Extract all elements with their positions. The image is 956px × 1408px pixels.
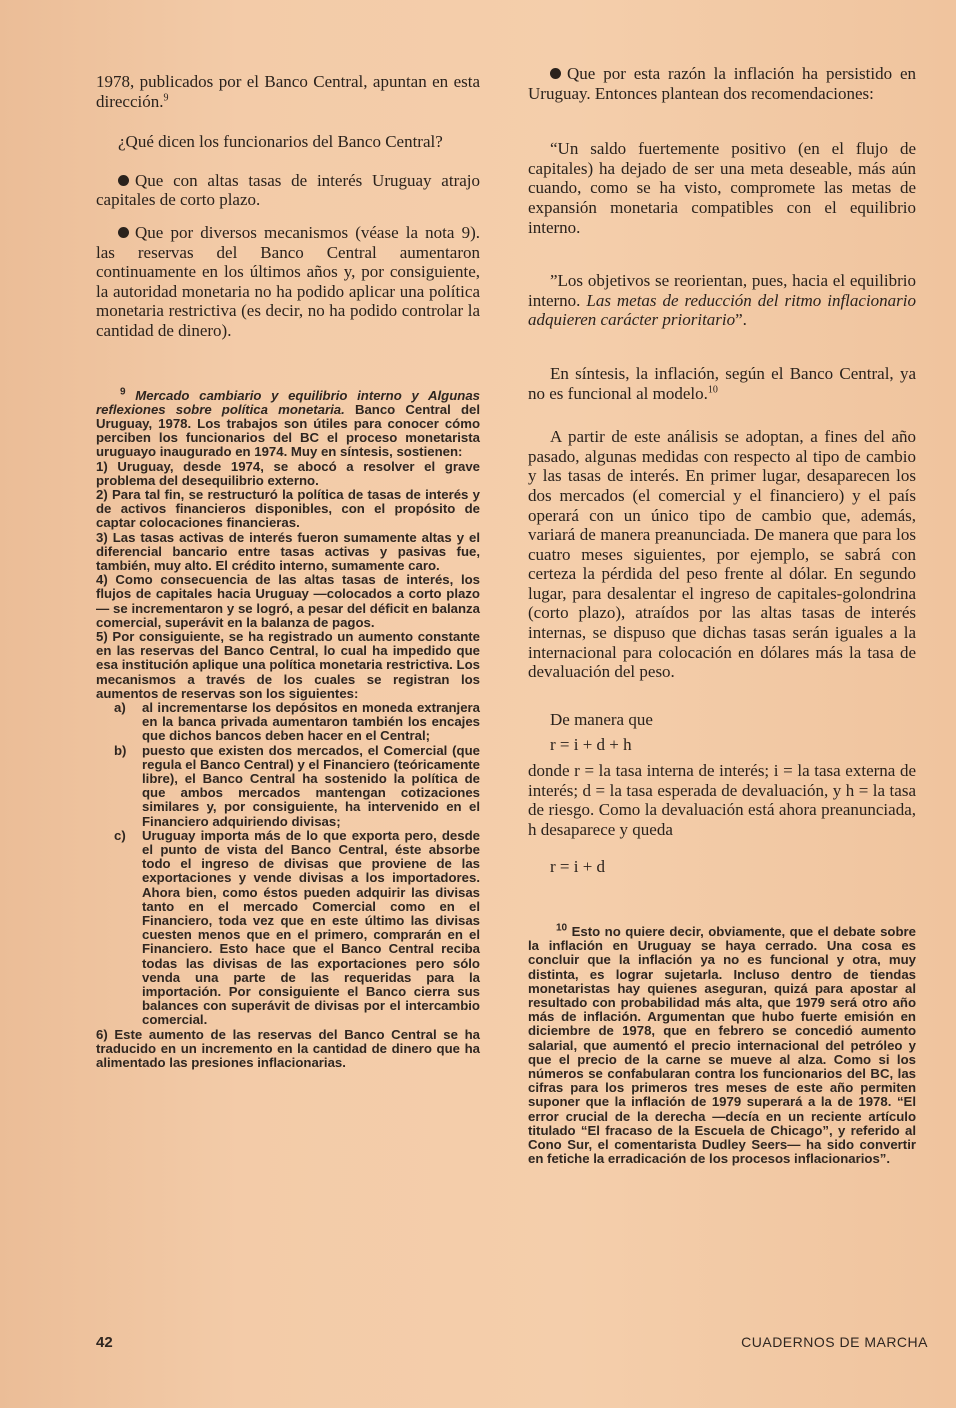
footnote-9: [96, 386, 480, 1071]
subitem-text: al incrementarse los depósitos en moneda extranjera en la banca privada aumentaron también los encajes que dichos bancos deben hacer en el Central;: [142, 700, 480, 744]
left-bullet-1: Que con altas tasas de interés Uruguay atrajo capitales de corto plazo.: [96, 170, 480, 210]
page-number: 42: [96, 1334, 113, 1351]
footnote-9-subitem-b: [96, 744, 480, 829]
footnote-10: [528, 922, 916, 1167]
footnote-9-item-5: 5) Por consiguiente, se ha registrado un aumento constante en las reservas del Banco Central, lo cual ha impedido que esa institución aplique una política monetaria restrictiva. Los mecanismos a través de los cuales se registran los aumentos de reservas son los siguientes:: [96, 628, 480, 701]
right-column: [528, 64, 916, 1166]
footnote-10-number: 10: [556, 922, 568, 934]
footnote-9-intro: Banco Central del Uruguay, 1978. Los trabajos son útiles para conocer cómo perciben los funcionarios del BC el proceso monetarista uruguayo inaugurado en 1974. Muy en síntesis, sostienen:: [96, 401, 480, 460]
footnote-ref-10: 10: [707, 383, 718, 395]
footnote-9-item-6: 6) Este aumento de las reservas del Banco Central se ha traducido en un incremento en la cantidad de dinero que ha alimentado las presiones inflacionarias.: [96, 1026, 480, 1071]
page-footer: [96, 1334, 928, 1356]
right-paragraph-definitions: donde r = la tasa interna de interés; i = la tasa externa de interés; d = la tasa esperada de devaluación, y h = la tasa de riesgo. Como la devaluación está ahora preanunciada, h desaparece y queda: [528, 761, 916, 839]
left-column: [96, 72, 480, 1070]
left-question: ¿Qué dicen los funcionarios del Banco Central?: [118, 132, 443, 152]
footnote-9-item-2: 2) Para tal fin, se restructuró la política de tasas de interés y de activos financieros disponibles, con el propósito de captar colocaciones financieras.: [96, 486, 480, 531]
right-synthesis: En síntesis, la inflación, según el Banco Central, ya no es funcional al modelo.$^{10}$: [528, 363, 916, 403]
left-bullet-2: Que por diversos mecanismos (véase la nota 9). las reservas del Banco Central aumentaron continuamente en los últimos años y, por consiguiente, la autoridad monetaria no ha podido aplicar una política monetaria restrictiva (es decir, no ha podido controlar la cantidad de dinero).: [96, 222, 480, 340]
subitem-text: Uruguay importa más de lo que exporta pero, desde el punto de vista del Banco Central, éste absorbe todo el ingreso de divisas que proviene de las exportaciones y vende divisas a los importadores. Ahora bien, como éstos pueden adquirir las divisas tanto en el mercado Comercial como en el Financiero, toda vez que en este último las divisas cuesten menos que en el primero, comprarán en el Financiero. Esto hace que el Banco Central reciba todas las divisas de las exportaciones pero sólo venda una parte de las requeridas para la importación. Por consiguiente el Banco cierra sus balances con superávit de divisas por el intercambio comercial.: [142, 827, 480, 1028]
formula-r-i-d: r = i + d: [550, 857, 606, 877]
subitem-label: b): [114, 742, 127, 758]
subitem-label: c): [114, 827, 126, 843]
footnote-10-text: $^{10}$ Esto no quiere decir, obviamente, que el debate sobre la inflación en Uruguay se haya cerrado. Una cosa es concluir que la inflación ya no es funcional y otra, muy distinta, es lograr sujetarla. Incluso dentro de tiendas monetaristas hay quienes aseguran, quizá para apostar al resultado con probabilidad más alta, que 1979 será otro año más de inflación. Argumentan que hubo fuerte emisión en diciembre de 1978, que en febrero se concedió aumento salarial, que aumentó el precio internacional del petróleo y que el precio de la carne se mueve al alza. Como si los números se confabularan contra los funcionarios del BC, las cifras para los primeros tres meses de este año permiten suponer que la inflación de 1979 superará a la de 1978. “El error crucial de la derecha —decía en un reciente artículo titulado “El fracaso de la Escuela de Chicago”, y referido al Cono Sur, el comentarista Dudley Seers— ha sido convertir en fetiche la erradicación de los procesos inflacionarios”.: [528, 922, 916, 1167]
right-quote-1: “Un saldo fuertemente positivo (en el flujo de capitales) ha dejado de ser una meta deseable, más aún cuando, como se ha visto, compromete las metas de expansión monetaria compatibles con el equilibrio interno.: [528, 139, 916, 237]
right-quote-2: ”Los objetivos se reorientan, pues, hacia el equilibrio interno. Las metas de reducción del ritmo inflacionario adquieren carácter prioritario”.: [528, 271, 917, 330]
left-paragraph-1: 1978, publicados por el Banco Central, apuntan en esta dirección.$^9$: [96, 72, 480, 111]
right-paragraph-analysis: A partir de este análisis se adoptan, a fines del año pasado, algunas medidas con respecto al tipo de cambio y las tasas de interés. En primer lugar, desaparecen los dos mercados (el comercial y el financiero) y el país operará con un único tipo de cambio que, además, variará de manera preanunciada. De manera que para los cuatro meses siguientes, por ejemplo, se sabrá con certeza la pérdida del peso frente al dólar. En segundo lugar, para desalentar el ingreso de capitales-golondrina (corto plazo), atraídos por las altas tasas de interés internas, se dispuso que dichas tasas serán iguales a la internacional para colocación en dólares más la tasa de devaluación del peso.: [528, 427, 916, 682]
subitem-text: puesto que existen dos mercados, el Comercial (que regula el Banco Central) y el Financiero (teóricamente libre), el Banco Central ha sostenido la política de que ambos mercados mantengan cotizaciones similares y, por consiguiente, ha intervenido en el Financiero adquiriendo divisas;: [142, 742, 480, 829]
footnote-9-head: [96, 386, 480, 460]
right-bullet-1: Que por esta razón la inflación ha persistido en Uruguay. Entonces plantean dos recomendaciones:: [528, 64, 916, 103]
footnote-9-title: Mercado cambiario y equilibrio interno y Algunas reflexiones sobre política monetaria.: [96, 387, 480, 417]
footnote-ref-9: 9: [163, 91, 169, 103]
subitem-label: a): [114, 700, 126, 715]
footnote-9-subitem-a: [96, 701, 480, 744]
footnote-9-number: 9: [120, 386, 126, 398]
footnote-9-item-1: 1) Uruguay, desde 1974, se abocó a resolver el grave problema del desequilibrio externo.: [96, 458, 480, 488]
footnote-9-subitem-c: [96, 829, 480, 1028]
footnote-9-item-3: 3) Las tasas activas de interés fueron sumamente altas y el diferencial bancario entre tasas activas y pasivas fue, también, muy alto. El crédito interno, sumamente caro.: [96, 529, 480, 573]
footnote-9-item-4: 4) Como consecuencia de las altas tasas de interés, los flujos de capitales hacia Uruguay —colocados a corto plazo— se incrementaron y se logró, a pesar del déficit en balanza comercial, superávit en la balanza de pagos.: [96, 572, 480, 630]
formula-r-i-d-h: r = i + d + h: [550, 735, 632, 755]
right-de-manera-que: De manera que: [550, 709, 653, 729]
right-quote-2-italic: Las metas de reducción del ritmo inflacionario adquieren carácter prioritario: [528, 290, 917, 330]
magazine-title: CUADERNOS DE MARCHA: [741, 1334, 928, 1350]
